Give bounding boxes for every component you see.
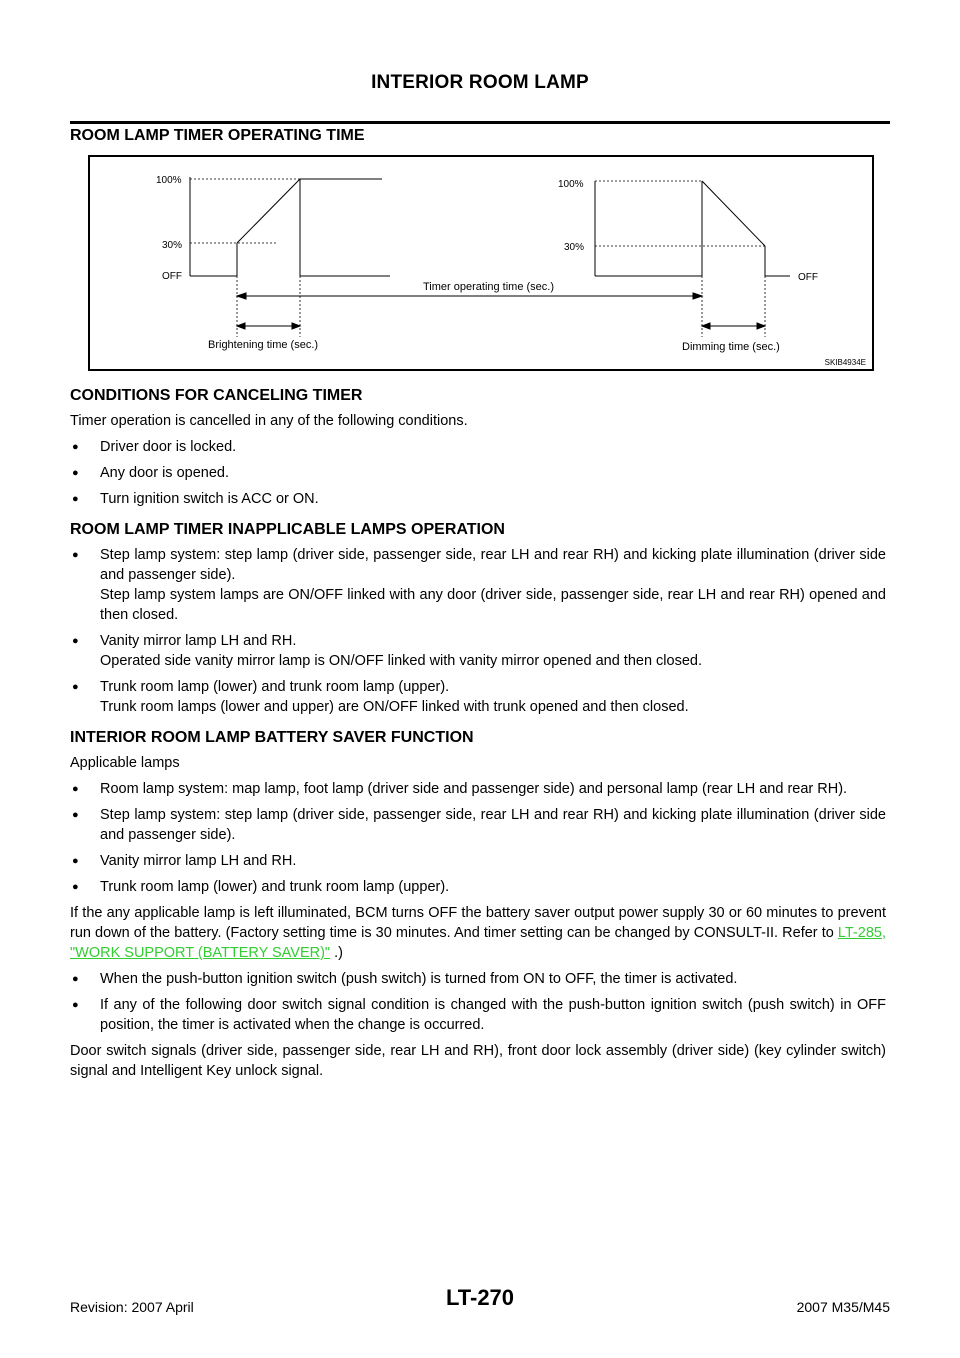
cancel-item: ● Any door is opened. bbox=[70, 463, 886, 483]
inapplicable-item bbox=[70, 631, 886, 671]
inapplicable-item-line2: Step lamp system lamps are ON/OFF linked with any door (driver side, passenger side, rear LH and rear RH) opened and then closed. bbox=[100, 587, 886, 623]
saver-item: ● Room lamp system: map lamp, foot lamp (driver side and passenger side) and personal lamp (rear LH and rear RH). bbox=[70, 779, 886, 799]
inapplicable-item-line2: Operated side vanity mirror lamp is ON/OFF linked with vanity mirror opened and then closed. bbox=[100, 653, 702, 669]
timer-operating-label: Timer operating time (sec.) bbox=[423, 281, 555, 293]
left-off-label: OFF bbox=[162, 271, 182, 282]
left-30-label: 30% bbox=[162, 240, 183, 251]
timer-diagram-svg bbox=[90, 157, 872, 369]
heading-canceling-timer: CONDITIONS FOR CANCELING TIMER bbox=[70, 387, 363, 404]
battery-saver-link[interactable]: LT-285, "WORK SUPPORT (BATTERY SAVER)" bbox=[70, 925, 886, 961]
dimming-arrow-right-head bbox=[757, 323, 765, 329]
saver-item: ● Trunk room lamp (lower) and trunk room lamp (upper). bbox=[70, 877, 886, 897]
brighten-arrow-right-head bbox=[292, 323, 300, 329]
cancel-intro: Timer operation is cancelled in any of the following conditions. bbox=[70, 413, 468, 429]
saver-paragraph-end: .) bbox=[330, 945, 343, 961]
brightening-label: Brightening time (sec.) bbox=[208, 339, 319, 351]
inapplicable-item-line2: Trunk room lamps (lower and upper) are ON/OFF linked with trunk opened and then closed. bbox=[100, 699, 689, 715]
title-rule bbox=[70, 121, 890, 124]
saver-paragraph bbox=[70, 903, 886, 963]
cancel-item: ● Driver door is locked. bbox=[70, 437, 886, 457]
saver-item: ● Step lamp system: step lamp (driver side, passenger side, rear LH and rear RH) and kicking plate illumination (driver side and passenger side). bbox=[70, 805, 886, 845]
saver-list bbox=[70, 779, 886, 897]
left-ramp bbox=[237, 179, 300, 243]
right-ramp bbox=[702, 181, 765, 246]
cancel-item: ● Turn ignition switch is ACC or ON. bbox=[70, 489, 886, 509]
saver-item: ● Vanity mirror lamp LH and RH. bbox=[70, 851, 886, 871]
dimming-arrow-left-head bbox=[702, 323, 710, 329]
content bbox=[70, 127, 886, 1081]
model-text: 2007 M35/M45 bbox=[796, 1299, 890, 1315]
heading-battery-saver: INTERIOR ROOM LAMP BATTERY SAVER FUNCTION bbox=[70, 729, 474, 746]
left-100-label: 100% bbox=[156, 175, 182, 186]
page-number: LT-270 bbox=[445, 1285, 515, 1310]
figure-id: SKIB4934E bbox=[824, 358, 866, 367]
dimming-label: Dimming time (sec.) bbox=[682, 341, 780, 353]
right-off-label: OFF bbox=[798, 272, 818, 283]
cancel-list bbox=[70, 437, 886, 509]
inapplicable-item bbox=[70, 677, 886, 717]
saver-closing: Door switch signals (driver side, passenger side, rear LH and RH), front door lock assembly (driver side) (key cylinder switch) signal and Intelligent Key unlock signal. bbox=[70, 1043, 886, 1079]
inapplicable-item-line1: Trunk room lamp (lower) and trunk room lamp (upper). bbox=[100, 679, 450, 695]
saver-paragraph-text: If the any applicable lamp is left illuminated, BCM turns OFF the battery saver output power supply 30 or 60 minutes to prevent run down of the battery. (Factory setting time is 30 minutes. And timer setting can be changed by CONSULT-II. Refer to bbox=[70, 905, 886, 941]
inapplicable-item-line1: Step lamp system: step lamp (driver side, passenger side, rear LH and rear RH) and kicking plate illumination (driver side and passenger side). bbox=[100, 547, 886, 583]
inapplicable-item bbox=[70, 545, 886, 625]
inapplicable-item-line1: Vanity mirror lamp LH and RH. bbox=[100, 633, 297, 649]
timer-diagram bbox=[88, 155, 874, 371]
inapplicable-list bbox=[70, 545, 886, 717]
heading-inapplicable-lamps: ROOM LAMP TIMER INAPPLICABLE LAMPS OPERATION bbox=[70, 521, 505, 538]
saver-intro: Applicable lamps bbox=[70, 755, 180, 771]
page-title: INTERIOR ROOM LAMP bbox=[371, 72, 589, 93]
revision-text: Revision: 2007 April bbox=[70, 1299, 194, 1315]
brighten-arrow-left-head bbox=[237, 323, 245, 329]
right-100-label: 100% bbox=[558, 179, 584, 190]
saver-item-2: ● If any of the following door switch signal condition is changed with the push-button ignition switch (push switch) in OFF position, the timer is activated when the change is occurred. bbox=[70, 995, 886, 1035]
timer-arrow-right-head bbox=[693, 293, 702, 299]
timer-arrow-left-head bbox=[237, 293, 246, 299]
heading-timer-operating-time: ROOM LAMP TIMER OPERATING TIME bbox=[70, 127, 365, 144]
saver-item-2: ● When the push-button ignition switch (push switch) is turned from ON to OFF, the timer is activated. bbox=[70, 969, 886, 989]
saver-list-2 bbox=[70, 969, 886, 1035]
right-30-label: 30% bbox=[564, 242, 585, 253]
